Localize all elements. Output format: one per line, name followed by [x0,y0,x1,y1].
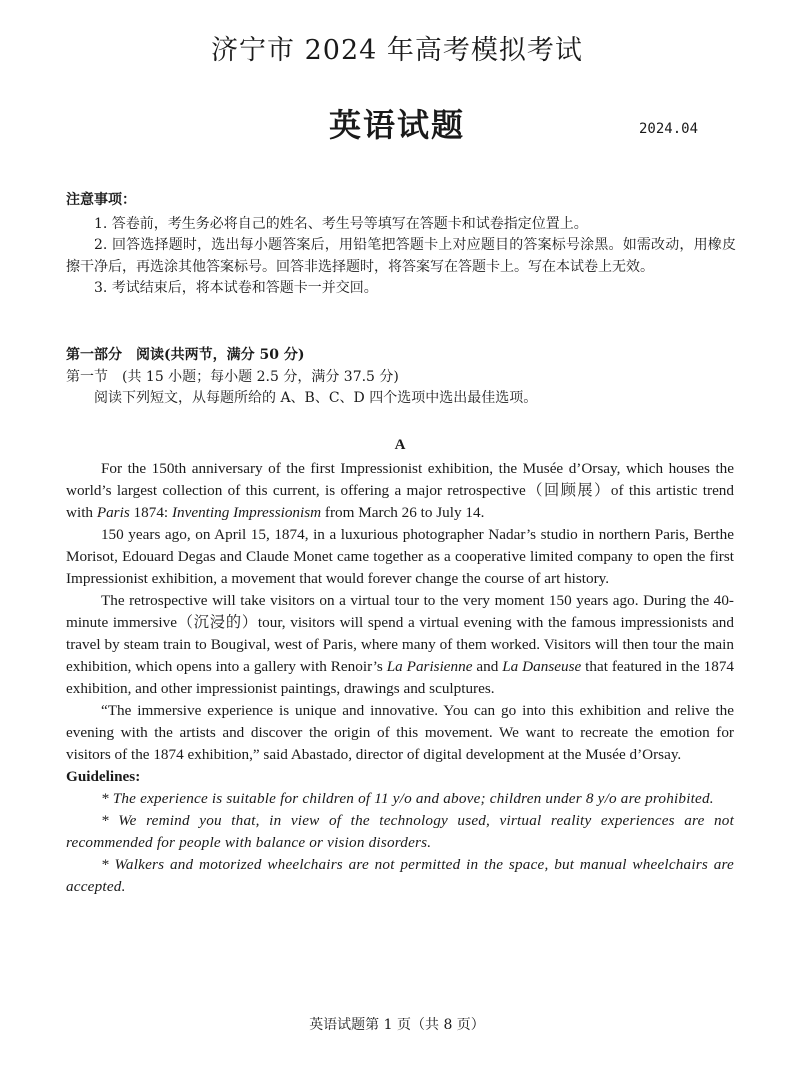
passage-paragraph-3: The retrospective will take visitors on a virtual tour to the very moment 150 years ago. During the 40-minute immersive（沉浸的）tour, visitors will spend a virtual evening with the famous impressionists and travel by steam train to Bougival, west of Paris, where many of them worked. Visitors will then tour the main exhibition, which opens into a gallery with Renoir’s La Parisienne and La Danseuse that featured in the 1874 exhibition, and other impressionist paintings, drawings and sculptures. [66,592,735,697]
exam-date: 2024.04 [639,121,699,137]
passage-paragraph-4: “The immersive experience is unique and innovative. You can go into this exhibition and relive the evening with the artists and discover the origin of this movement. We want to recreate the emotion for visitors of the 1874 exhibition,” said Abastado, director of digital development at the Musée d’Orsay. [66,702,734,763]
guidelines-heading: Guidelines: [66,768,141,785]
section-instruction: 阅读下列短文，从每题所给的 A、B、C、D 四个选项中选出最佳选项。 [94,390,538,406]
exhibition-title-part2: Inventing Impressionism [171,504,322,521]
artwork-title-2: La Danseuse [502,658,582,675]
guideline-item-3: * Walkers and motorized wheelchairs are not permitted in the space, but manual wheelchairs are accepted. [66,856,734,895]
part-heading: 第一部分 阅读(共两节，满分 50 分) [66,347,305,363]
passage-label: A [394,437,406,453]
passage-paragraph-1: For the 150th anniversary of the first Impressionist exhibition, the Musée d’Orsay, which houses the world’s largest collection of this current, is offering a major retrospective（回顾展）of this artistic trend with Paris 1874: Inventing Impressionism from March 26 to July 14. [66,460,734,521]
page-footer: 英语试题第 1 页（共 8 页） [309,1017,485,1033]
passage-a [66,434,734,898]
subject-title: 英语试题 [328,106,465,144]
exhibition-title-part1: Paris [96,504,130,521]
guideline-item-2: * We remind you that, in view of the technology used, virtual reality experiences are not recommended for people with balance or vision disorders. [66,812,734,851]
exam-title: 济宁市 2024 年高考模拟考试 [211,35,583,66]
guideline-item-1: * The experience is suitable for children of 11 y/o and above; children under 8 y/o are prohibited. [100,790,714,807]
note-item-1: 1. 答卷前，考生务必将自己的姓名、考生号等填写在答题卡和试卷指定位置上。 [94,215,588,232]
section-heading: 第一节 (共 15 小题；每小题 2.5 分，满分 37.5 分) [66,368,399,385]
note-item-3: 3. 考试结束后，将本试卷和答题卡一并交回。 [94,280,378,296]
part-one [66,345,736,410]
passage-paragraph-2: 150 years ago, on April 15, 1874, in a luxurious photographer Nadar’s studio in northern Paris, Berthe Morisot, Edouard Degas and Claude Monet came together as a cooperative limited company to open the first Impressionist exhibition, a movement that would forever change the course of art history. [66,526,734,587]
notes-section [66,190,736,300]
notes-title: 注意事项： [66,192,136,208]
artwork-title-1: La Parisienne [386,658,473,675]
note-item-2: 2. 回答选择题时，选出每小题答案后，用铅笔把答题卡上对应题目的答案标号涂黑。如需改动，用橡皮擦干净后，再选涂其他答案标号。回答非选择题时，将答案写在答题卡上。写在本试卷上无效。 [66,237,736,275]
